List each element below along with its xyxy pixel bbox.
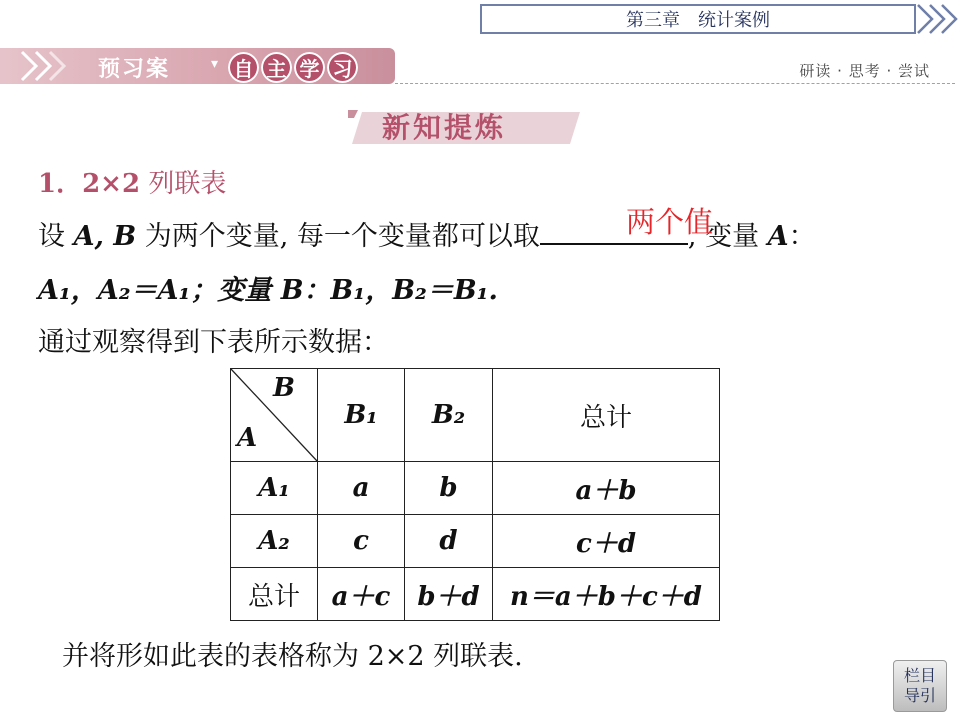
circle-char: 习 <box>327 52 358 83</box>
blank-answer: 两个值 <box>626 205 714 239</box>
circle-char: 学 <box>294 52 325 83</box>
table-cell: b＋d <box>405 568 493 621</box>
row-header: A₂ <box>231 515 318 568</box>
corner-bottom: A <box>237 423 258 453</box>
table-cell: c <box>318 515 405 568</box>
text: ： <box>788 221 816 252</box>
heading-text: 列联表 <box>140 169 227 199</box>
corner-cell <box>231 369 318 462</box>
table-cell: b <box>405 462 493 515</box>
text: , 变量 <box>687 221 768 252</box>
table-cell: c＋d <box>493 515 720 568</box>
table-cell: a <box>318 462 405 515</box>
text: 设 <box>38 221 74 252</box>
table-row <box>231 568 720 621</box>
column-header: B₁ <box>318 369 405 462</box>
table-cell: a＋b <box>493 462 720 515</box>
paragraph-line <box>38 268 498 307</box>
text: 为两个变量, 每一个变量都可以取 <box>136 221 540 252</box>
row-header: 总计 <box>231 568 318 621</box>
heading-number: 1．2×2 <box>38 169 141 199</box>
motto: 研读 · 思考 · 尝试 <box>799 62 930 80</box>
chevron-right-icon <box>18 50 68 82</box>
column-header: 总计 <box>493 369 720 462</box>
chevron-right-icon <box>914 2 958 36</box>
table-cell: d <box>405 515 493 568</box>
table-cell: a＋c <box>318 568 405 621</box>
corner-top: B <box>273 373 295 403</box>
row-header: A₁ <box>231 462 318 515</box>
chapter-title: 第三章 统计案例 <box>480 4 916 34</box>
banner-circles <box>228 52 358 83</box>
paragraph-line: 通过观察得到下表所示数据： <box>38 327 389 358</box>
math-text: A₁，A₂＝A₁；变量 B：B₁，B₂＝B₁. <box>38 275 498 306</box>
section-nav-button[interactable] <box>893 660 947 712</box>
table-header-row <box>231 369 720 462</box>
paragraph-line: 并将形如此表的表格称为 2×2 列联表. <box>62 641 523 672</box>
table-row <box>231 515 720 568</box>
divider <box>395 83 955 84</box>
heading <box>38 163 226 200</box>
table-row <box>231 462 720 515</box>
banner-label: 预习案 <box>98 57 171 82</box>
contingency-table <box>230 368 720 621</box>
separator-dot: ▾ <box>211 56 219 72</box>
nav-label: 导引 <box>903 686 936 705</box>
nav-label: 栏目 <box>903 666 936 685</box>
table-cell: n＝a＋b＋c＋d <box>493 568 720 621</box>
section-title: 新知提炼 <box>382 111 507 144</box>
variable-a: A <box>767 221 789 252</box>
column-header: B₂ <box>405 369 493 462</box>
circle-char: 主 <box>261 52 292 83</box>
circle-char: 自 <box>228 52 259 83</box>
variables: A, B <box>73 221 137 252</box>
